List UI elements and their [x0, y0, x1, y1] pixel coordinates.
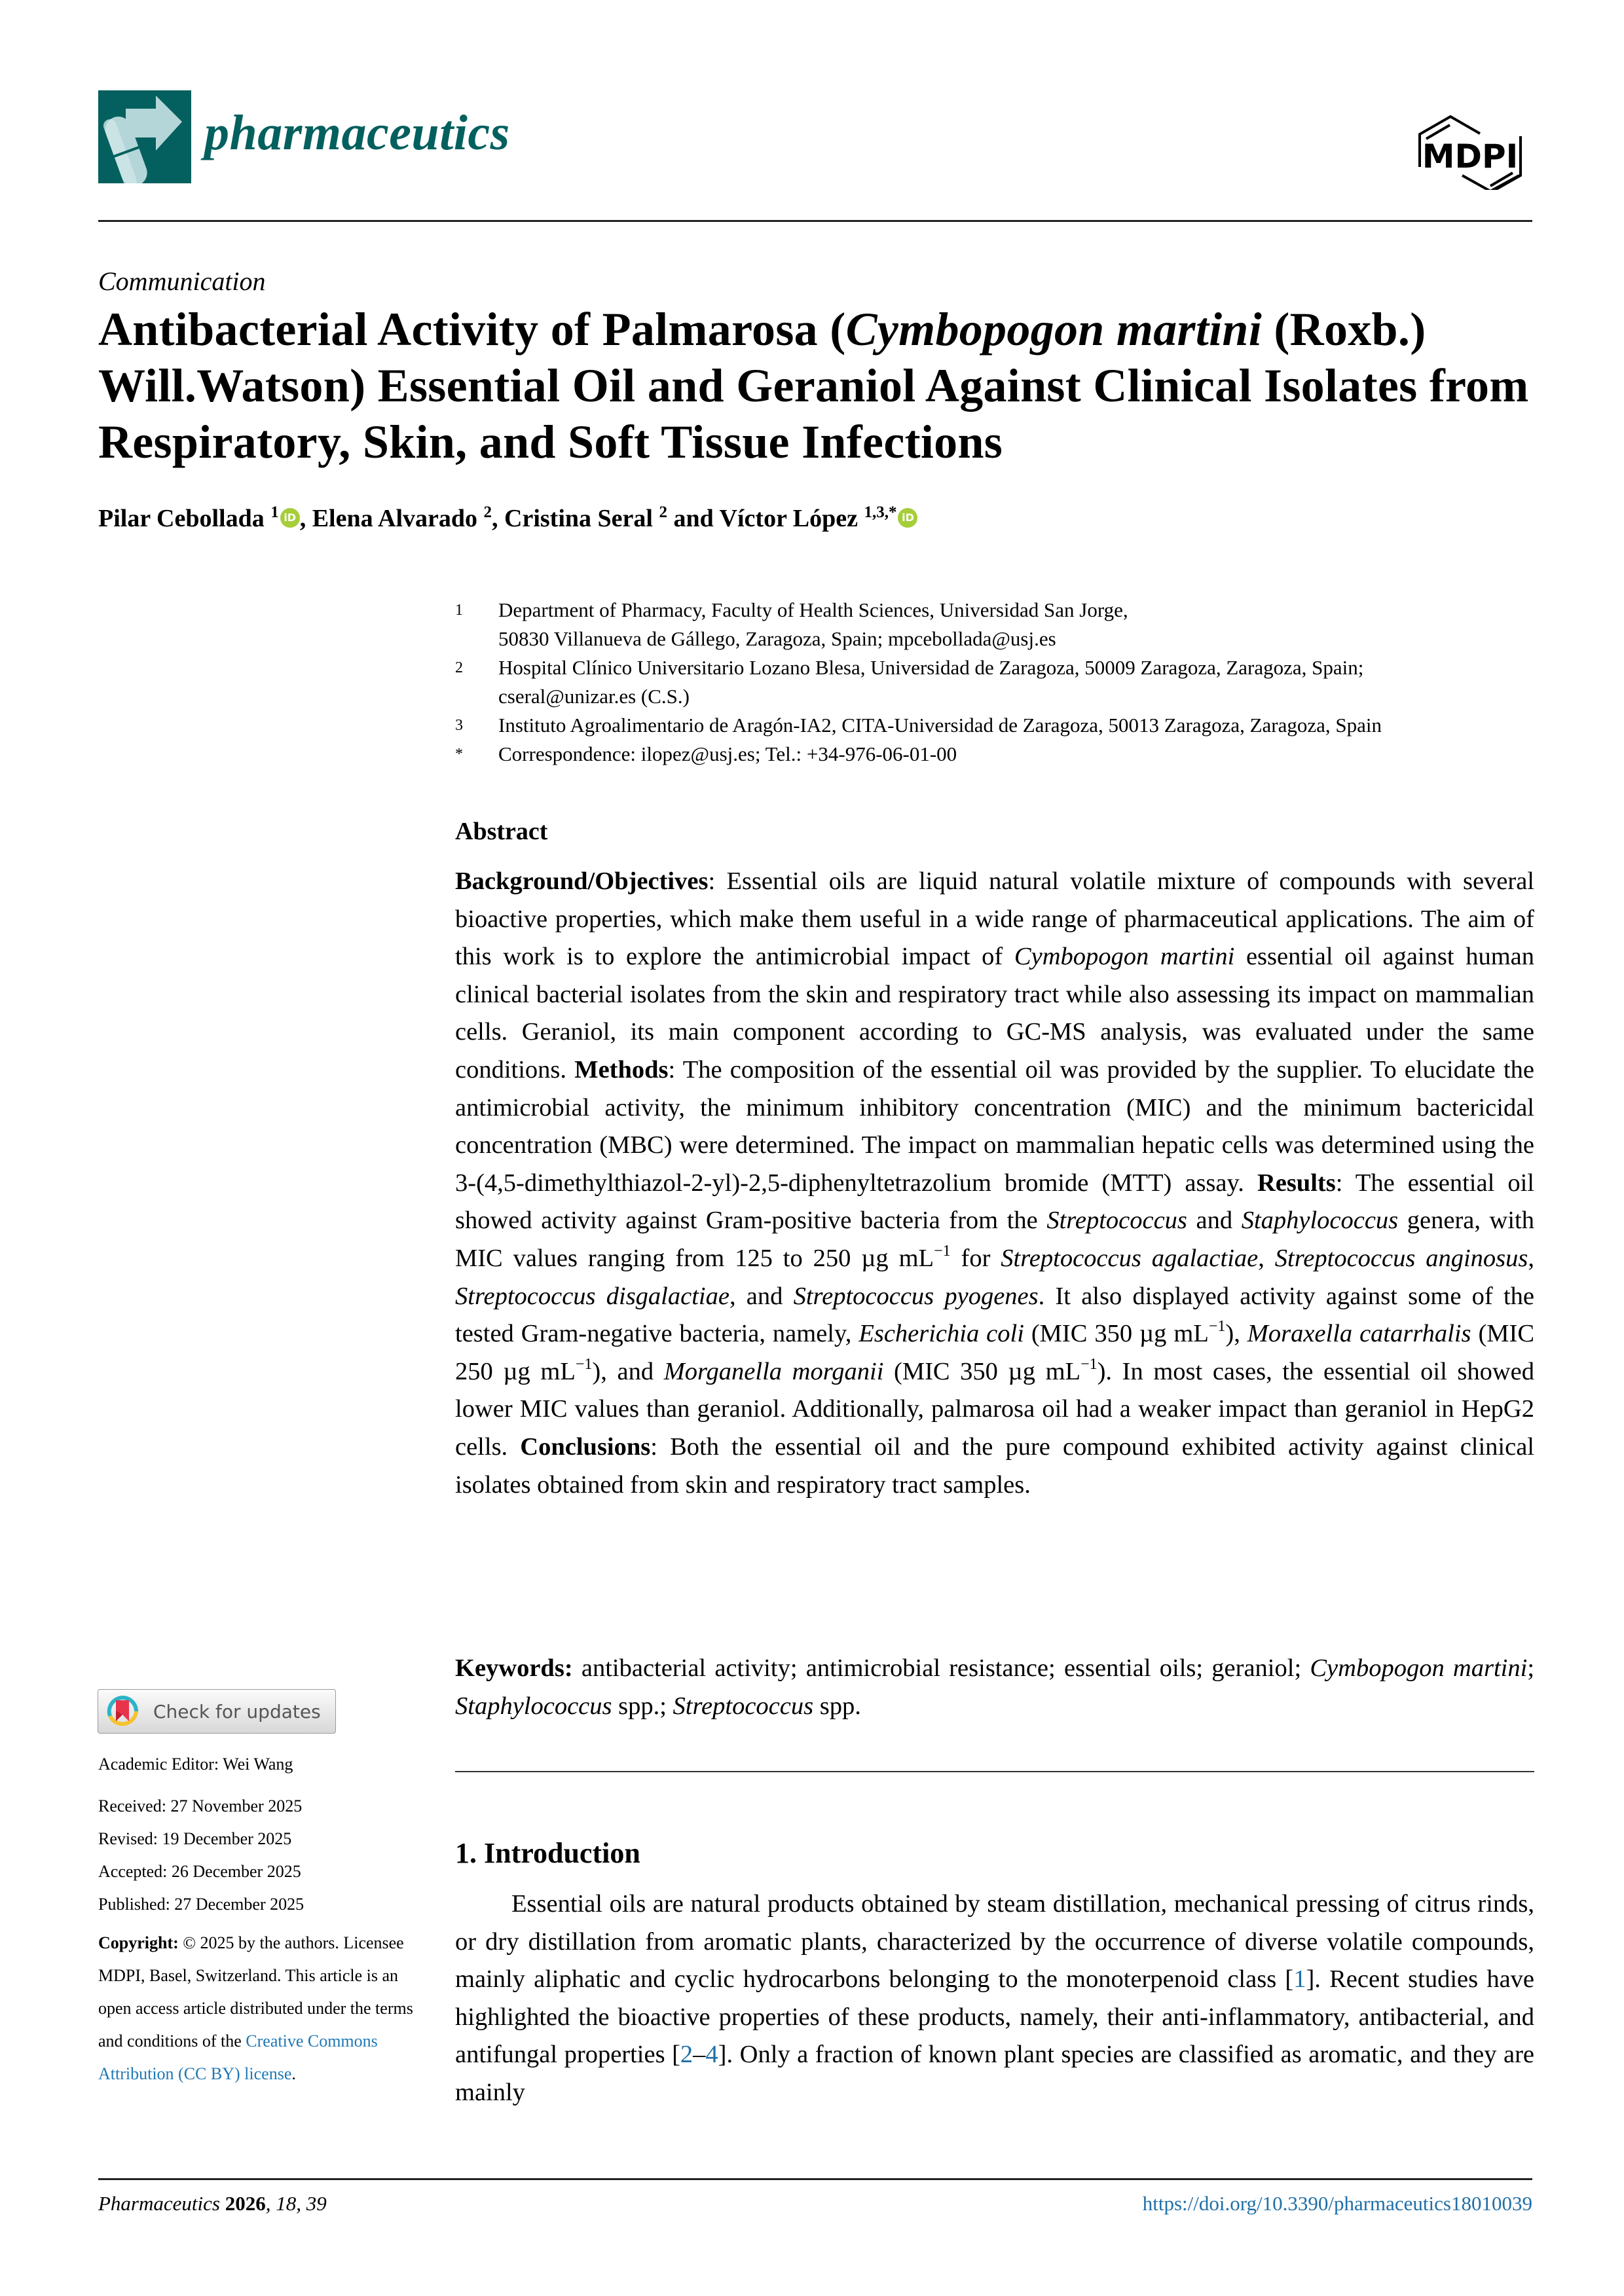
- journal-name[interactable]: pharmaceutics: [204, 105, 510, 160]
- copyright-notice: Copyright: © 2025 by the authors. Licensee MDPI, Basel, Switzerland. This article is an open access article distributed under the terms and conditions of the Creative Commons Attribution (CC BY) license.: [98, 1933, 413, 2083]
- introduction-text: Essential oils are natural products obtained by steam distillation, mechanical pressing of citrus rinds, or dry distillation from aromatic plants, characterized by the occurrence of diverse volatile compounds, mainly aliphatic and cyclic hydrocarbons belonging to the monoterpenoid class [1]. Recent studies have highlighted the bioactive properties of these products, namely, their anti-inflammatory, antibacterial, and antifungal properties [2–4]. Only a fraction of known plant species are classified as aromatic, and they are mainly: [455, 1890, 1534, 2106]
- mdpi-hexagon-icon: [1408, 105, 1532, 190]
- citation-link[interactable]: 1: [1293, 1965, 1306, 1994]
- accepted-date: Accepted: 26 December 2025: [98, 1862, 301, 1881]
- publication-dates: [98, 1790, 426, 1921]
- bookmark-ring-icon: [106, 1695, 139, 1728]
- pill-arrow-icon: [98, 90, 191, 183]
- affiliations: [455, 596, 1534, 769]
- author-name[interactable]: Elena Alvarado: [312, 505, 478, 532]
- section-heading-introduction: 1. Introduction: [455, 1837, 640, 1869]
- header-divider: [98, 220, 1532, 222]
- license-link[interactable]: Creative Commons Attribution (CC BY) license: [98, 2032, 378, 2083]
- footer-divider: [98, 2178, 1532, 2180]
- citation-link[interactable]: 2: [680, 2041, 693, 2069]
- doi-link[interactable]: https://doi.org/10.3390/pharmaceutics18010039: [1142, 2192, 1532, 2215]
- orcid-icon[interactable]: iD: [280, 508, 300, 528]
- affiliation-item: 3 Instituto Agroalimentario de Aragón-IA2, CITA-Universidad de Zaragoza, 50013 Zaragoza, Zaragoza, Spain: [455, 714, 1382, 737]
- author-name[interactable]: Cristina Seral: [504, 505, 653, 532]
- academic-editor: Academic Editor: Wei Wang: [98, 1755, 293, 1774]
- orcid-icon[interactable]: iD: [898, 508, 917, 528]
- author-name[interactable]: Pilar Cebollada: [98, 505, 265, 532]
- revised-date: Revised: 19 December 2025: [98, 1829, 292, 1848]
- affiliation-item: 2 Hospital Clínico Universitario Lozano Blesa, Universidad de Zaragoza, 50009 Zaragoza, Zaragoza, Spain; cseral@unizar.es (C.S.): [455, 656, 1364, 708]
- published-date: Published: 27 December 2025: [98, 1895, 304, 1914]
- section-divider: [455, 1771, 1534, 1772]
- received-date: Received: 27 November 2025: [98, 1796, 303, 1815]
- article-title: Antibacterial Activity of Palmarosa (Cymbopogon martini (Roxb.) Will.Watson) Essential Oil and Geraniol Against Clinical Isolates from Respiratory, Skin, and Soft Tissue Infections: [98, 303, 1529, 468]
- keywords: Keywords: antibacterial activity; antimicrobial resistance; essential oils; geraniol; Cymbopogon martini; Staphylococcus spp.; Streptococcus spp.: [455, 1654, 1535, 1720]
- correspondence: * Correspondence: ilopez@usj.es; Tel.: +34-976-06-01-00: [455, 742, 957, 765]
- article-type: Communication: [98, 266, 266, 296]
- check-for-updates-button[interactable]: [98, 1689, 336, 1734]
- svg-text:MDPI: MDPI: [1422, 137, 1519, 175]
- citation-link[interactable]: 4: [705, 2041, 718, 2069]
- author-name[interactable]: Víctor López: [719, 505, 858, 532]
- check-for-updates-label: Check for updates: [153, 1700, 321, 1722]
- author-list: Pilar Cebollada $^1$ iD , Elena Alvarado $^2$, Cristina Seral $^2$ and Víctor López $^{1,3,*}$ iD: [98, 504, 917, 533]
- abstract-heading: Abstract: [455, 818, 548, 845]
- abstract-text: Background/Objectives: Essential oils are liquid natural volatile mixture of compounds with several bioactive properties, which make them useful in a wide range of pharmaceutical applications. The aim of this work is to explore the antimicrobial impact of Cymbopogon martini essential oil against human clinical bacterial isolates from the skin and respiratory tract while also assessing its impact on mammalian cells. Geraniol, its main component according to GC-MS analysis, was evaluated under the same conditions. Methods: The composition of the essential oil was provided by the supplier. To elucidate the antimicrobial activity, the minimum inhibitory concentration (MIC) and the minimum bactericidal concentration (MBC) were determined. The impact on mammalian hepatic cells was determined using the 3-(4,5-dimethylthiazol-2-yl)-2,5-diphenyltetrazolium bromide (MTT) assay. Results: The essential oil showed activity against Gram-positive bacteria from the Streptococcus and Staphylococcus genera, with MIC values ranging from 125 to 250 µg $mL^{-1}$ for Streptococcus agalactiae, Streptococcus anginosus, Streptococcus disgalactiae, and Streptococcus pyogenes. It also displayed activity against some of the tested Gram-negative bacteria, namely, Escherichia coli (MIC 350 µg $mL^{-1}$), Moraxella catarrhalis (MIC 250 µg $mL^{-1}$), and Morganella morganii (MIC 350 µg $mL^{-1}$). In most cases, the essential oil showed lower MIC values than geraniol. Additionally, palmarosa oil had a weaker impact than geraniol in HepG2 cells. Conclusions: Both the essential oil and the pure compound exhibited activity against clinical isolates obtained from skin and respiratory tract samples.: [455, 867, 1535, 1499]
- affiliation-item: 1 Department of Pharmacy, Faculty of Health Sciences, Universidad San Jorge, 50830 Villanueva de Gállego, Zaragoza, Spain; mpcebollada@usj.es: [455, 598, 1128, 650]
- footer-citation: Pharmaceutics 2026, 18, 39: [98, 2192, 327, 2215]
- journal-logo-icon[interactable]: [98, 90, 191, 183]
- mdpi-logo[interactable]: [1408, 105, 1532, 190]
